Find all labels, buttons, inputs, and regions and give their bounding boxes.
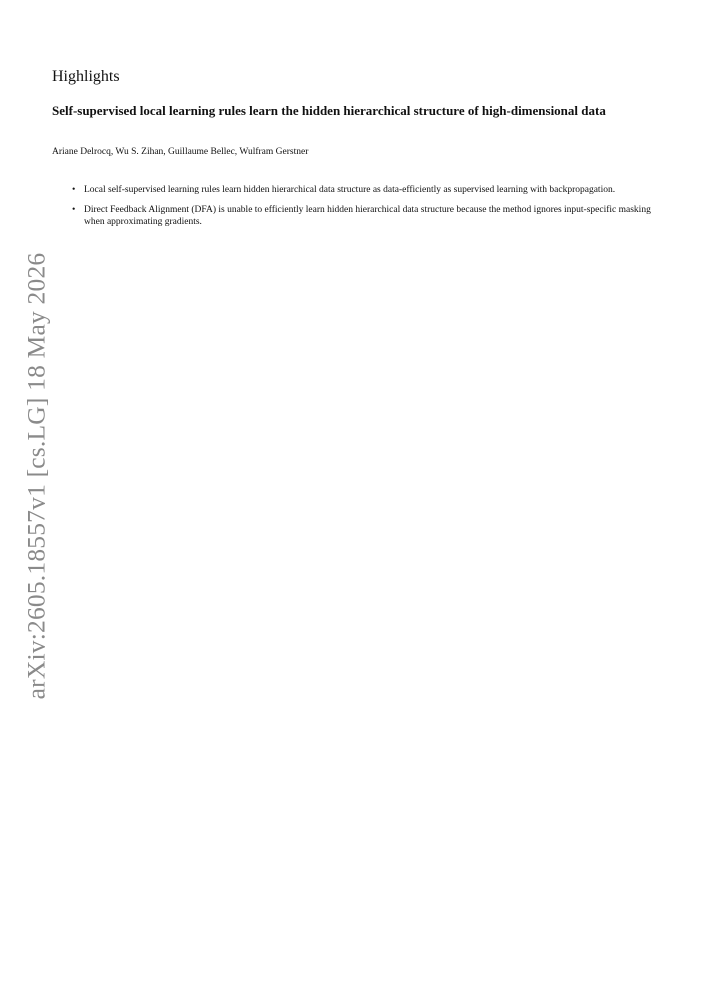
highlights-list [72,184,672,236]
arxiv-stamp-text: arXiv:2605.18557v1 [cs.LG] 18 May 2026 [21,252,51,700]
highlight-item [72,184,672,196]
highlight-item [72,204,672,228]
bullet-icon: • [72,185,76,195]
arxiv-stamp [20,252,52,700]
highlight-text: Direct Feedback Alignment (DFA) is unable to efficiently learn hidden hierarchical data structure because the method ignores input-specific masking when approximating gradients. [84,205,651,227]
author-list: Ariane Delrocq, Wu S. Zihan, Guillaume Bellec, Wulfram Gerstner [52,147,309,157]
section-heading: Highlights [52,68,120,85]
highlight-text: Local self-supervised learning rules learn hidden hierarchical data structure as data-efficiently as supervised learning with backpropagation. [84,185,616,195]
bullet-icon: • [72,205,76,215]
paper-title: Self-supervised local learning rules learn the hidden hierarchical structure of high-dimensional data [52,103,606,118]
